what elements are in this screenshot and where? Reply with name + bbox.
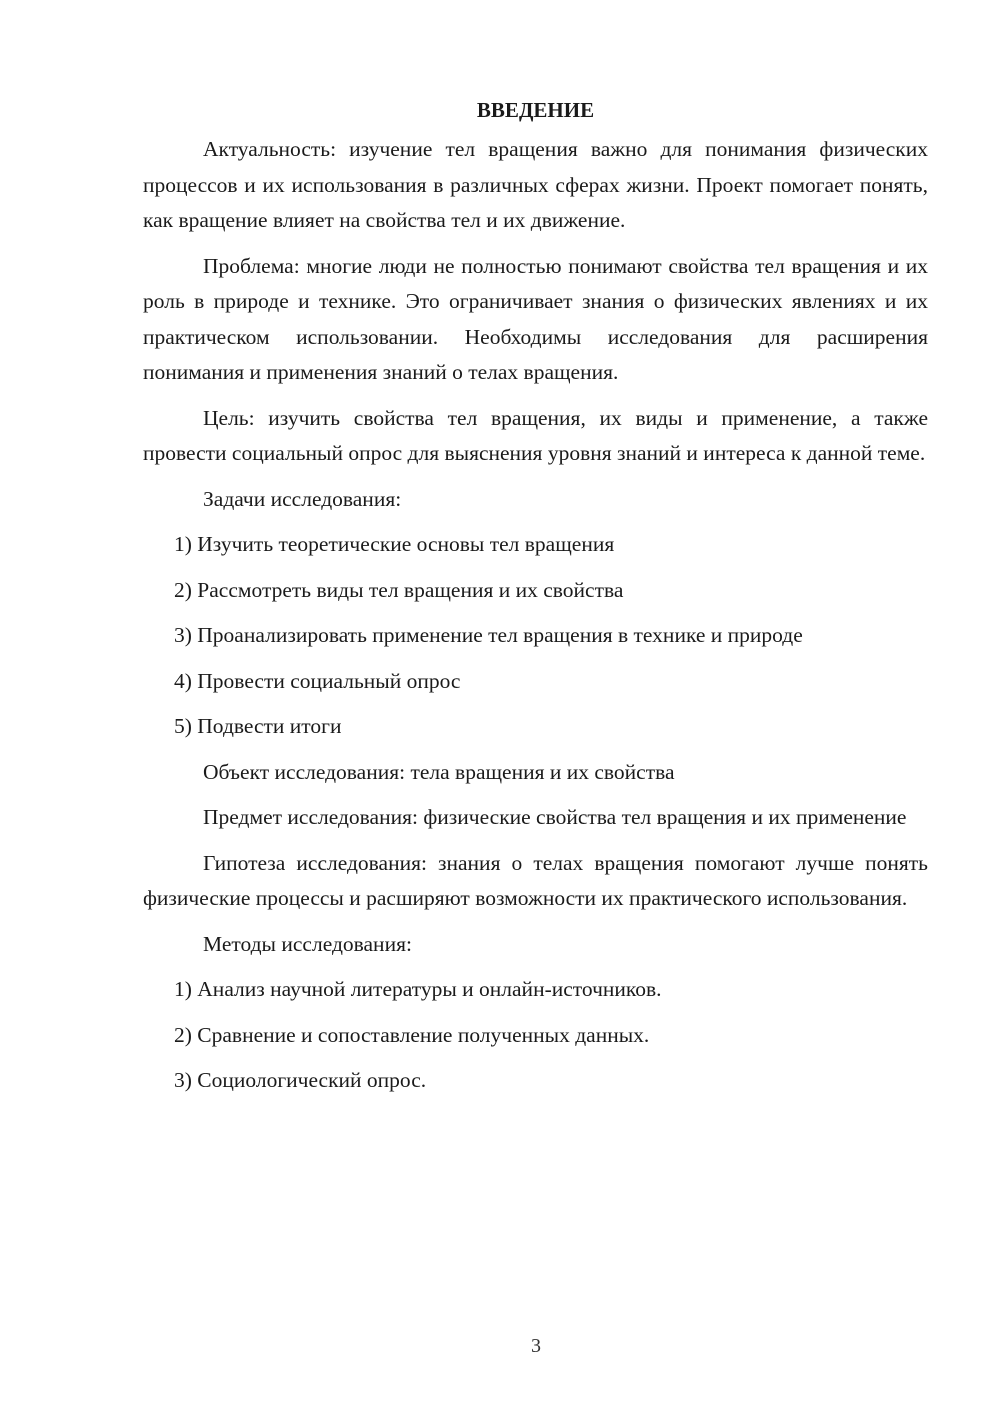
- tasks-list: [143, 527, 928, 745]
- page-number: 3: [531, 1335, 541, 1357]
- goal-paragraph: Цель: изучить свойства тел вращения, их виды и применение, а также провести социальный опрос для выяснения уровня знаний и интереса к данной теме.: [143, 405, 928, 465]
- task-item: 4) Провести социальный опрос: [174, 668, 461, 693]
- tasks-heading: Задачи исследования:: [203, 486, 402, 511]
- methods-list: [143, 972, 928, 1099]
- section-title: ВВЕДЕНИЕ: [476, 98, 595, 122]
- methods-heading: Методы исследования:: [203, 931, 412, 956]
- task-item: 1) Изучить теоретические основы тел вращения: [174, 532, 615, 556]
- relevance-paragraph: Актуальность: изучение тел вращения важно для понимания физических процессов и их использования в различных сферах жизни. Проект помогает понять, как вращение влияет на свойства тел и их движение.: [143, 137, 928, 232]
- subject-paragraph: Предмет исследования: физические свойства тел вращения и их применение: [203, 805, 907, 829]
- document-page: [143, 92, 928, 1109]
- task-item: 5) Подвести итоги: [174, 714, 342, 738]
- method-item: 3) Социологический опрос.: [174, 1068, 427, 1092]
- task-item: 2) Рассмотреть виды тел вращения и их свойства: [174, 577, 624, 602]
- task-item: 3) Проанализировать применение тел вращения в технике и природе: [174, 623, 803, 647]
- hypothesis-paragraph: Гипотеза исследования: знания о телах вращения помогают лучше понять физические процессы и расширяют возможности их практического использования.: [143, 850, 928, 910]
- object-line: Объект исследования: тела вращения и их свойства: [203, 759, 675, 784]
- method-item: 1) Анализ научной литературы и онлайн-источников.: [174, 977, 662, 1001]
- method-item: 2) Сравнение и сопоставление полученных данных.: [174, 1022, 650, 1047]
- problem-paragraph: Проблема: многие люди не полностью понимают свойства тел вращения и их роль в природе и технике. Это ограничивает знания о физических явлениях и их практическом использовании. Необходимы исследования для расширения понимания и применения знаний о телах вращения.: [143, 253, 928, 384]
